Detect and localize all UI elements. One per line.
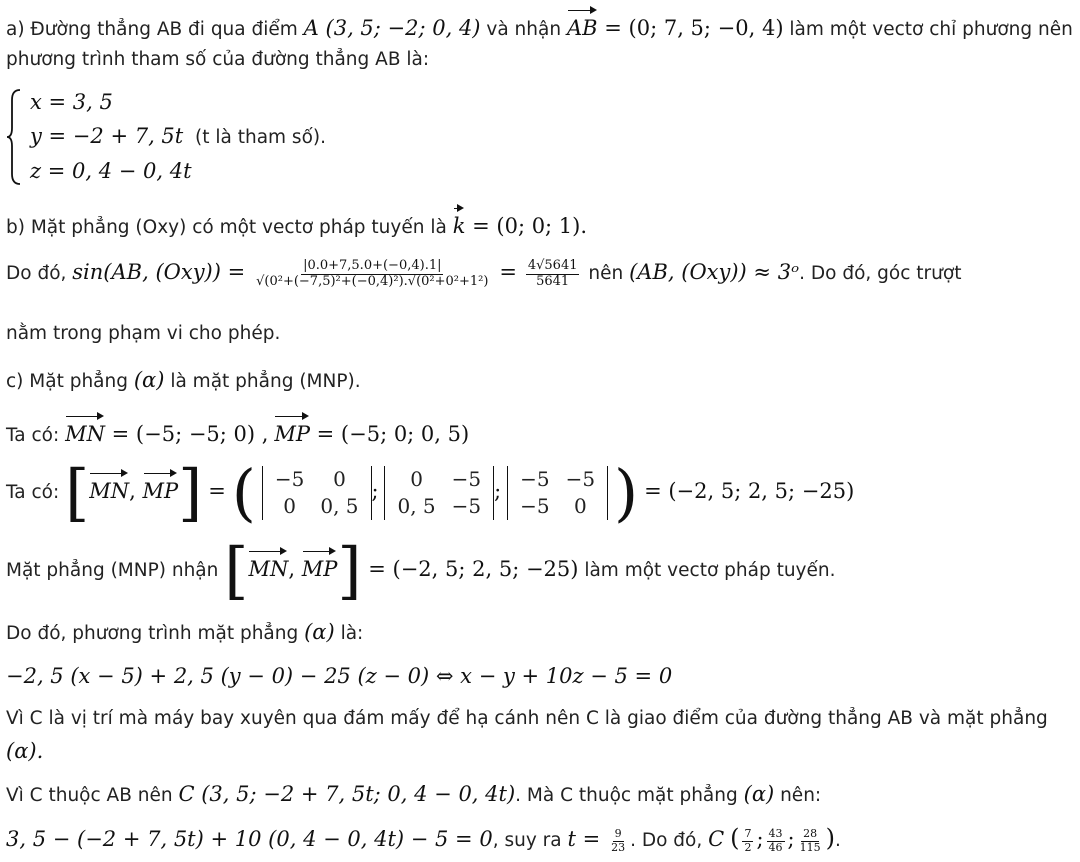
line-c2: Ta có: MN = (−5; −5; 0) , MP = (−5; 0; 0, 5) [6, 420, 469, 449]
line-b2: Do đó, sin(AB, (Oxy)) = $\frac{|0.0+7,5.0+(-0,4).1|}{\text{√(0²+(−7,5)²+(−0,4)²).√(0²+0²+1²)}}$ = $\frac{4√5641}{5641}$ nên (AB, (Oxy)) ≈ 3ᵒ. Do đó, góc trượt [6, 258, 962, 289]
line-c1: c) Mặt phẳng (α) là mặt phẳng (MNP). [6, 368, 361, 392]
determinant-2: 0 −5 0, 5 −5 [384, 466, 494, 520]
final-equation: 3, 5 − (−2 + 7, 5t) + 10 (0, 4 − 0, 4t) − 5 = 0 [6, 827, 493, 851]
eq-y: y = −2 + 7, 5t [30, 124, 184, 148]
line-b1: b) Mặt phẳng (Oxy) có một vectơ pháp tuyến là k = (0; 0; 1). [6, 212, 587, 241]
line-c9: 3, 5 − (−2 + 7, 5t) + 10 (0, 4 − 0, 4t) − 5 = 0, suy ra t = $\frac{9}{23}$ . Do đó, C ( $\frac{7}{2}$ ; $\frac{43}{46}$ ; $\frac{28}{115}$ ). [6, 824, 841, 854]
param-note: (t là tham số). [195, 127, 326, 148]
cross-result: = (−2, 5; 2, 5; −25) [644, 479, 855, 503]
sin-fraction: $\frac{|0.0+7,5.0+(-0,4).1|}{\text{√(0²+(−7,5)²+(−0,4)²).√(0²+0²+1²)}}$ [256, 258, 489, 289]
eq-y-row [30, 122, 326, 151]
c-y: $\frac{43}{46}$ [768, 827, 783, 854]
determinant-3: −5 −5 −5 0 [507, 466, 608, 520]
vector-ab: AB [567, 14, 598, 42]
line-a1: a) Đường thẳng AB đi qua điểm A (3, 5; −2; 0, 4) và nhận AB = (0; 7, 5; −0, 4) làm một vectơ chỉ phương nên [6, 14, 1073, 43]
line-c6: Vì C là vị trí mà máy bay xuyên qua đám mấy để hạ cánh nên C là giao điểm của đường thẳng AB và mặt phẳng [6, 708, 1048, 729]
line-a2: phương trình tham số của đường thẳng AB là: [6, 49, 430, 70]
t-value: $\frac{9}{23}$ [611, 827, 626, 854]
line-c5: Do đó, phương trình mặt phẳng (α) là: [6, 620, 364, 644]
vector-mn: MN [65, 420, 105, 448]
c-z: $\frac{28}{115}$ [799, 827, 821, 854]
eq-x: x = 3, 5 [30, 90, 113, 114]
angle: (AB, (Oxy)) ≈ 3ᵒ [629, 260, 800, 284]
plane-equation: −2, 5 (x − 5) + 2, 5 (y − 0) − 25 (z − 0) ⇔ x − y + 10z − 5 = 0 [6, 664, 673, 688]
sin-result: $\frac{4√5641}{5641}$ [527, 258, 578, 289]
point-a: A (3, 5; −2; 0, 4) [303, 16, 481, 40]
line-b3: nằm trong phạm vi cho phép. [6, 323, 281, 344]
vector-k: k [453, 212, 466, 240]
sin-lhs: sin(AB, (Oxy)) = [72, 260, 246, 284]
line-c8: Vì C thuộc AB nên C (3, 5; −2 + 7, 5t; 0, 4 − 0, 4t). Mà C thuộc mặt phẳng (α) nên: [6, 782, 822, 806]
determinant-1: −5 0 0 0, 5 [262, 466, 372, 520]
c-x: $\frac{7}{2}$ [744, 827, 752, 854]
line-c4: Mặt phẳng (MNP) nhận [MN, MP] = (−2, 5; 2, 5; −25) làm một vectơ pháp tuyến. [6, 534, 836, 607]
line-c7: (α). [6, 739, 44, 763]
line-c3: Ta có: [MN, MP] = ( −5 0 0 0, 5 ; 0 −5 0, 5 −5 ; −5 −5 −5 0 ) = (−2, 5; 2, 5; −25) [6, 456, 855, 529]
c-param: C (3, 5; −2 + 7, 5t; 0, 4 − 0, 4t) [178, 782, 516, 806]
vector-mp: MP [274, 420, 310, 448]
eq-z: z = 0, 4 − 0, 4t [30, 159, 192, 183]
system-brace [6, 88, 22, 186]
